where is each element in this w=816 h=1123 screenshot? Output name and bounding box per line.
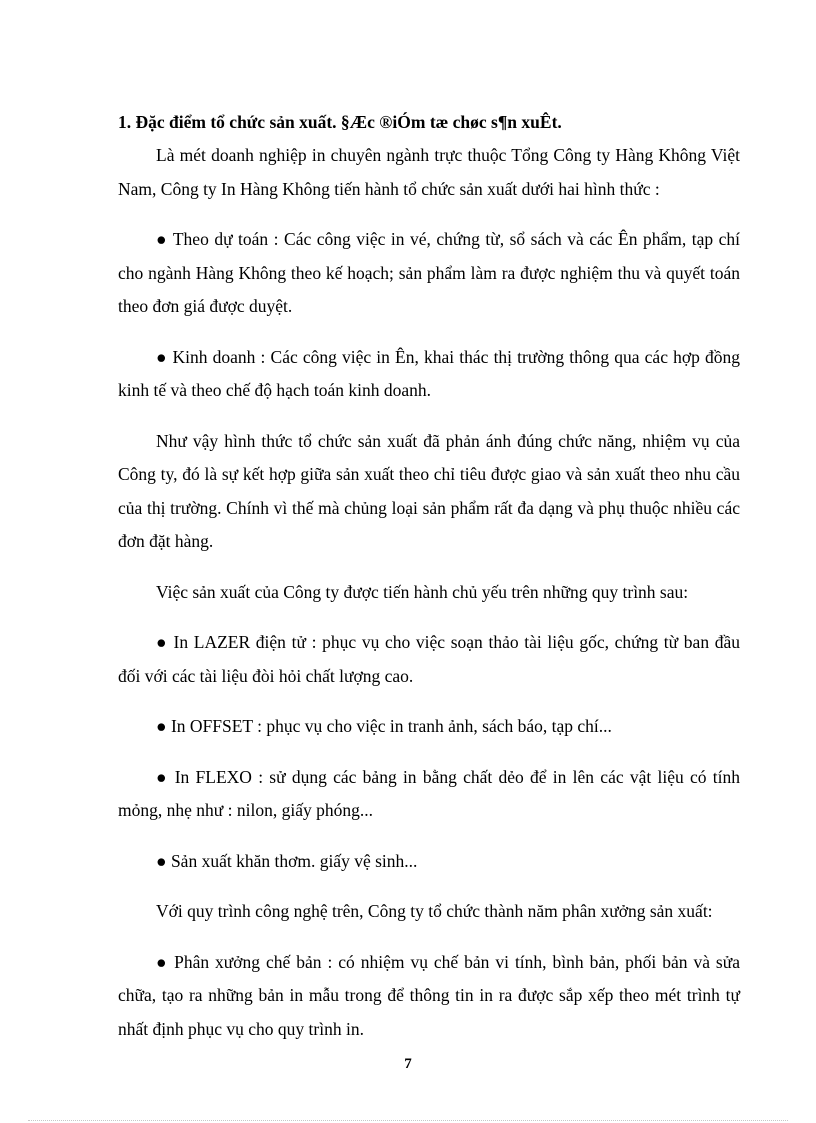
intro-paragraph: Là mét doanh nghiệp in chuyên ngành trực thuộc Tổng Công ty Hàng Không Việt Nam, Công ty In Hàng Không tiến hành tổ chức sản xuất dưới hai hình thức : — [118, 145, 740, 199]
body-paragraph-process-intro: Việc sản xuất của Công ty được tiến hành chủ yếu trên những quy trình sau: — [156, 581, 689, 602]
bullet-paragraph-estimate: ● Theo dự toán : Các công việc in vé, chứng từ, sổ sách và các Ên phẩm, tạp chí cho ngành Hàng Không theo kế hoạch; sản phẩm làm ra được nghiệm thu và quyết toán theo đơn giá được duyệt. — [118, 229, 740, 316]
bullet-paragraph-prepress: ● Phân xưởng chế bản : có nhiệm vụ chế bản vi tính, bình bản, phối bản và sửa chữa, tạo ra những bản in mẫu trong để thông tin in ra được sắp xếp theo mét trình tự nhất định phục vụ cho quy trình in. — [118, 951, 740, 1039]
bullet-paragraph-lazer: ● In LAZER điện tử : phục vụ cho việc soạn thảo tài liệu gốc, chứng từ ban đầu đối với các tài liệu đòi hỏi chất lượng cao. — [118, 632, 740, 686]
body-paragraph-summary: Như vậy hình thức tổ chức sản xuất đã phản ánh đúng chức năng, nhiệm vụ của Công ty, đó là sự kết hợp giữa sản xuất theo chỉ tiêu được giao và sản xuất theo nhu cầu của thị trường. Chính vì thế mà chủng loại sản phẩm rất đa dạng và phụ thuộc nhiều các đơn đặt hàng. — [118, 430, 740, 551]
page-bottom-divider — [28, 1120, 788, 1121]
bullet-paragraph-towel: ● Sản xuất khăn thơm. giấy vệ sinh... — [156, 850, 418, 871]
page-number: 7 — [404, 1056, 412, 1072]
bullet-paragraph-offset: ● In OFFSET : phục vụ cho việc in tranh ảnh, sách báo, tạp chí... — [156, 716, 612, 736]
bullet-paragraph-business: ● Kinh doanh : Các công việc in Ên, khai thác thị trường thông qua các hợp đồng kinh tế và theo chế độ hạch toán kinh doanh. — [118, 346, 740, 400]
section-heading: 1. Đặc điểm tổ chức sản xuất. §Æc ®iÓm tæ chøc s¶n xuÊt. — [118, 112, 562, 132]
bullet-paragraph-flexo: ● In FLEXO : sử dụng các bảng in bằng chất dẻo để in lên các vật liệu có tính mỏng, nhẹ như : nilon, giấy phóng... — [118, 766, 740, 820]
page-body — [118, 108, 740, 1063]
body-paragraph-workshops: Với quy trình công nghệ trên, Công ty tổ chức thành năm phân xưởng sản xuất: — [156, 901, 713, 921]
